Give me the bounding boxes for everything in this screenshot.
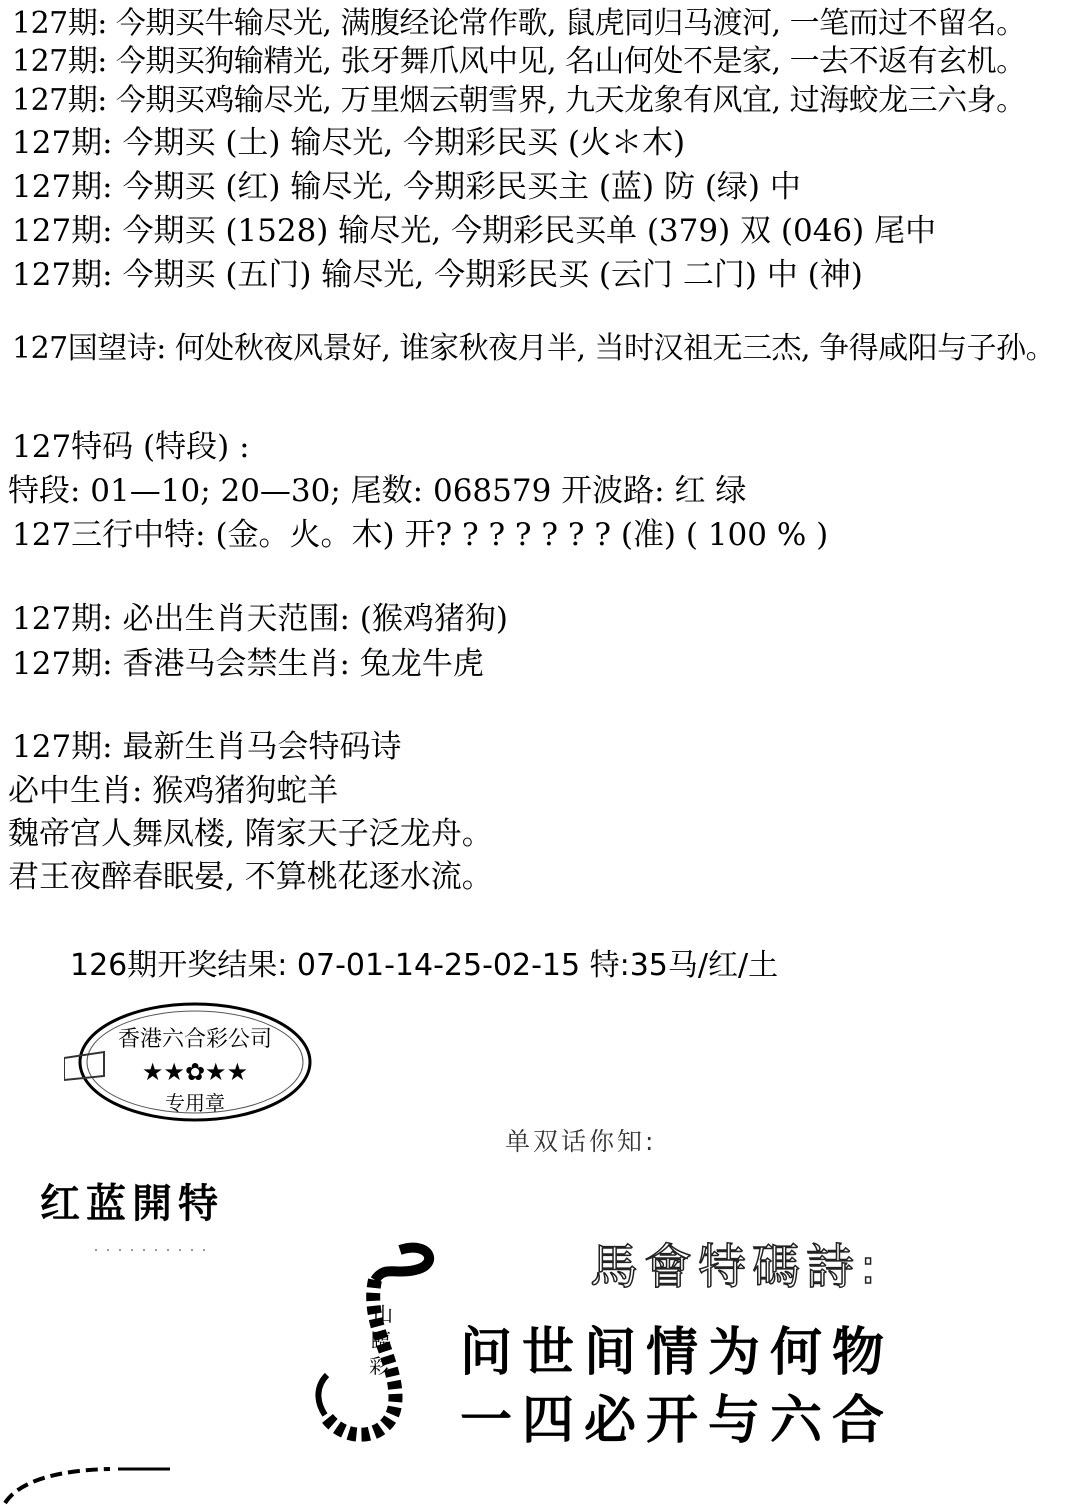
poem-line: 127国望诗: 何处秋夜风景好, 谁家秋夜月半, 当时汉祖无三杰, 争得咸阳与子孙。 <box>12 331 1056 366</box>
text-line: 127期: 今期买牛输尽光, 满腹经论常作歌, 鼠虎同归马渡河, 一笔而过不留名。 <box>12 6 1026 41</box>
snake-icon <box>305 1235 445 1450</box>
text-line: 127期: 今期买鸡输尽光, 万里烟云朝雪界, 九天龙象有风宜, 过海蛟龙三六身。 <box>12 83 1026 118</box>
text-line: 127期: 今期买 (土) 输尽光, 今期彩民买 (火＊木) <box>12 125 686 161</box>
dotted-line <box>95 1245 215 1255</box>
poem-line: 魏帝宫人舞凤楼, 隋家天子泛龙舟。 <box>8 816 493 852</box>
seal-stars: ★★✿★★ <box>141 1058 249 1086</box>
verse-title: 馬會特碼詩: <box>590 1239 883 1295</box>
text-line: 127期: 今期买 (红) 输尽光, 今期彩民买主 (蓝) 防 (绿) 中 <box>12 169 801 205</box>
section-heading: 127期: 最新生肖马会特码诗 <box>12 729 402 765</box>
seal-icon <box>64 998 326 1126</box>
text-line: 127期: 香港马会禁生肖: 兔龙牛虎 <box>12 646 484 682</box>
verse-line: 问世间情为何物 <box>460 1323 895 1383</box>
text-line: 127期: 今期买 (1528) 输尽光, 今期彩民买单 (379) 双 (046) 尾中 <box>12 213 937 249</box>
verse-line: 一四必开与六合 <box>460 1391 895 1451</box>
draw-result: 126期开奖结果: 07-01-14-25-02-15 特:35马/红/土 <box>70 948 779 983</box>
seal-bottom-text: 专用章 <box>165 1091 225 1115</box>
text-line: 127期: 今期买 (五门) 输尽光, 今期彩民买 (云门 二门) 中 (神) <box>12 257 863 293</box>
text-line: 127期: 今期买狗输精光, 张牙舞爪风中见, 名山何处不是家, 一去不返有玄机。 <box>12 44 1026 79</box>
text-line: 特段: 01—10; 20—30; 尾数: 068579 开波路: 红 绿 <box>8 473 747 509</box>
text-line: 必中生肖: 猴鸡猪狗蛇羊 <box>8 773 339 809</box>
text-line: 127三行中特: (金。火。木) 开? ? ? ? ? ? ? (准) ( 100 % ) <box>12 517 829 553</box>
snake-char: 山 <box>373 1302 393 1326</box>
hong-title: 红蓝開特 <box>40 1181 224 1227</box>
text-line: 127期: 必出生肖天范围: (猴鸡猪狗) <box>12 601 508 637</box>
seal-top-text: 香港六合彩公司 <box>117 1027 273 1052</box>
poem-line: 君王夜醉春眠晏, 不算桃花逐水流。 <box>8 859 493 895</box>
snake-char: 彩 <box>369 1354 389 1378</box>
hint-text: 单双话你知: <box>505 1127 657 1156</box>
section-heading: 127特码 (特段) : <box>12 429 250 465</box>
corner-mark <box>0 1455 180 1505</box>
snake-char: 臨 <box>371 1328 391 1352</box>
